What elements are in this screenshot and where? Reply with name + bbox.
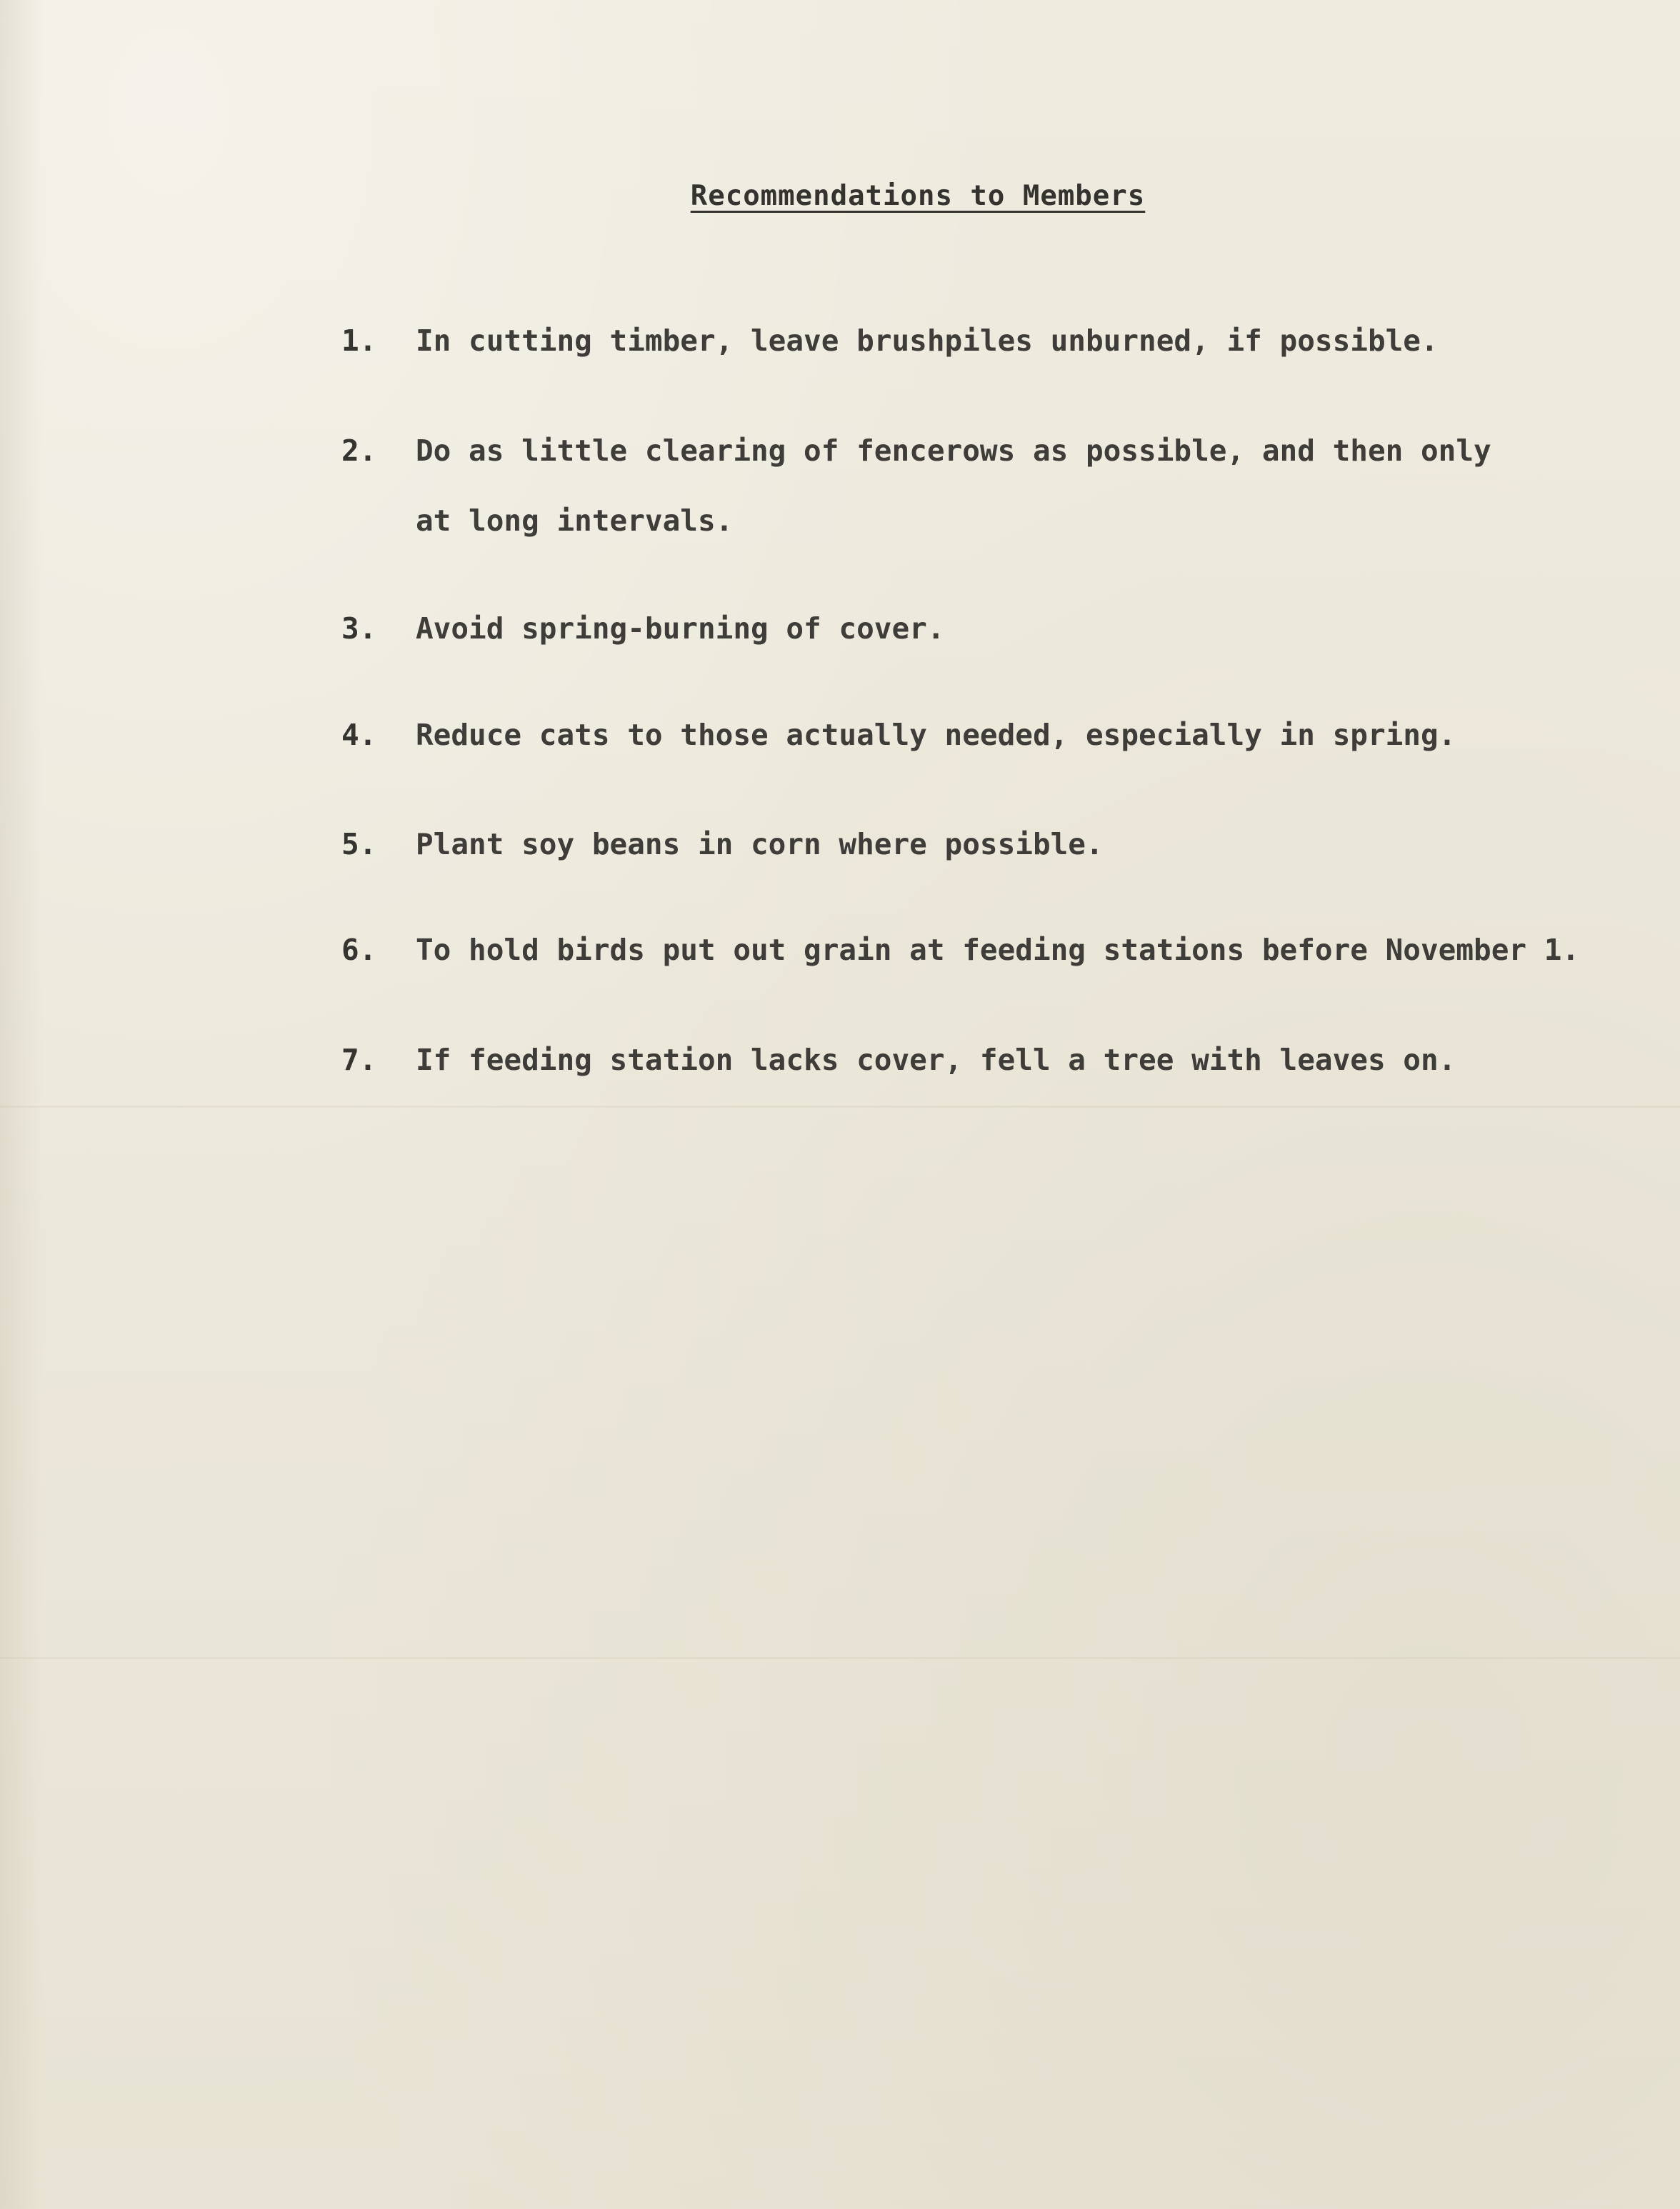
paper-fold-line [0, 1106, 1680, 1108]
list-item-5 [341, 809, 1104, 879]
item-text: To hold birds put out grain at feeding stations before November 1. [416, 933, 1580, 967]
list-item-6 [341, 915, 1579, 985]
list-item-2-continuation: at long intervals. [416, 504, 734, 538]
list-item-7 [341, 1025, 1456, 1095]
paper-fold-line [0, 1657, 1680, 1659]
paper-fold-edge [0, 0, 43, 2209]
item-number: 3. [341, 611, 377, 646]
item-number: 5. [341, 827, 377, 861]
list-item-1 [341, 306, 1439, 376]
item-text: Do as little clearing of fencerows as possible, and then only [416, 434, 1491, 468]
list-item-2 [341, 416, 1491, 486]
item-number: 6. [341, 933, 377, 967]
item-number: 2. [341, 434, 377, 468]
list-item-3 [341, 593, 945, 663]
item-number: 4. [341, 718, 377, 752]
item-number: 7. [341, 1043, 377, 1077]
item-number: 1. [341, 324, 377, 358]
item-text: Plant soy beans in corn where possible. [416, 827, 1104, 861]
item-text: If feeding station lacks cover, fell a tree with leaves on. [416, 1043, 1456, 1077]
list-item-4 [341, 700, 1456, 770]
item-text: In cutting timber, leave brushpiles unburned, if possible. [416, 324, 1439, 358]
item-text: Reduce cats to those actually needed, especially in spring. [416, 718, 1456, 752]
item-text: Avoid spring-burning of cover. [416, 611, 945, 646]
document-title: Recommendations to Members [690, 180, 1146, 212]
